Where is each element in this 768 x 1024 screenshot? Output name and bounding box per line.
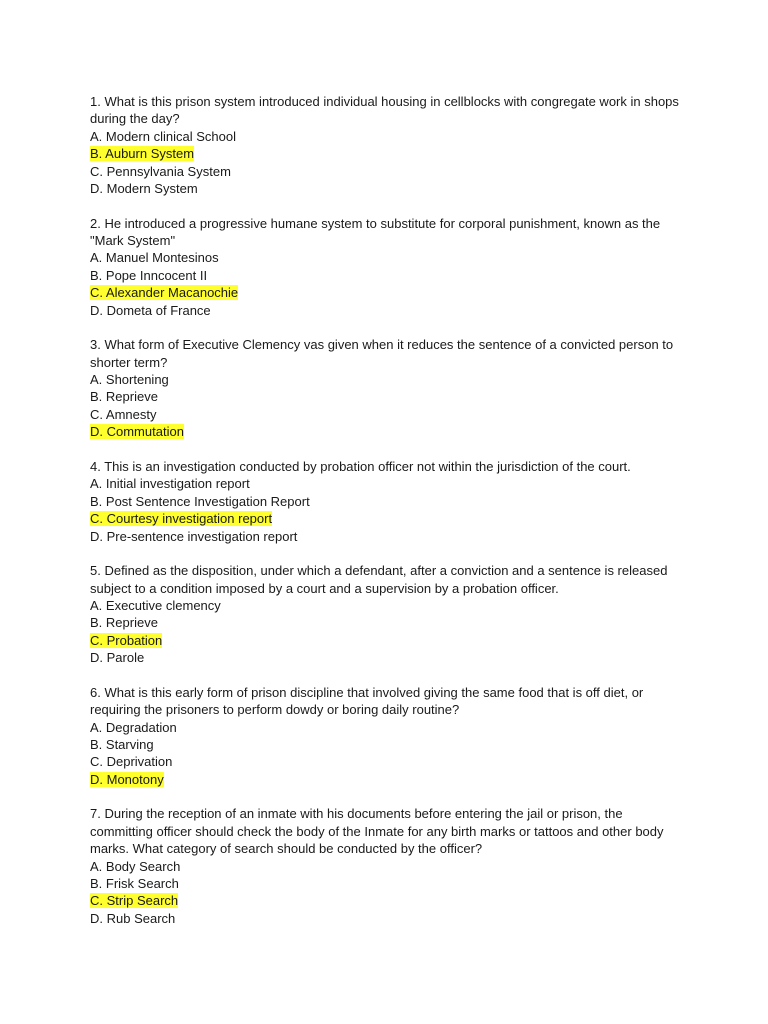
choice-label: B. Reprieve xyxy=(90,615,158,631)
choice-label: B. Post Sentence Investigation Report xyxy=(90,493,310,509)
choice-label: C. Pennsylvania System xyxy=(90,163,231,179)
choice-label: A. Manuel Montesinos xyxy=(90,250,219,266)
highlighted-answer: C. Alexander Macanochie xyxy=(90,285,239,301)
question-text: 2. He introduced a progressive humane system to substitute for corporal punishment, known as the "Mark System" xyxy=(90,215,661,249)
question-text: 7. During the reception of an inmate with his documents before entering the jail or prison, the committing officer should check the body of the Inmate for any birth marks or tattoos and other body marks. What category of search should be conducted by the officer? xyxy=(90,806,664,857)
choice-label: D. Rub Search xyxy=(90,910,176,926)
highlighted-answer: C. Courtesy investigation report xyxy=(90,511,273,527)
question-text: 4. This is an investigation conducted by probation officer not within the jurisdiction of the court. xyxy=(90,458,631,474)
choice-a xyxy=(90,249,680,266)
choice-d xyxy=(90,649,680,666)
choice-a xyxy=(90,128,680,145)
choice-label: B. Pope Inncocent II xyxy=(90,267,208,283)
choice-label: C. Amnesty xyxy=(90,406,157,422)
question-text: 5. Defined as the disposition, under which a defendant, after a conviction and a sentence is released subject to a condition imposed by a court and a supervision by a probation officer. xyxy=(90,563,668,596)
question-text: 6. What is this early form of prison discipline that involved giving the same food that is off diet, or requiring the prisoners to perform dowdy or boring daily routine? xyxy=(90,684,644,718)
choice-c-correct xyxy=(90,510,680,527)
choice-c-correct xyxy=(90,284,680,301)
question-text: 3. What form of Executive Clemency vas given when it reduces the sentence of a convicted person to shorter term? xyxy=(90,337,674,370)
highlighted-answer: C. Probation xyxy=(90,632,163,648)
choice-c xyxy=(90,406,680,423)
choice-label: D. Pre-sentence investigation report xyxy=(90,528,298,544)
choice-a xyxy=(90,597,680,614)
highlighted-answer: C. Strip Search xyxy=(90,893,179,909)
highlighted-answer: D. Monotony xyxy=(90,771,164,787)
question-6 xyxy=(90,684,680,788)
choice-b xyxy=(90,614,680,631)
choice-d xyxy=(90,910,680,927)
quiz-document xyxy=(90,93,680,944)
choice-c-correct xyxy=(90,632,680,649)
choice-label: B. Reprieve xyxy=(90,389,158,405)
choice-label: A. Shortening xyxy=(90,372,169,388)
choice-label: D. Modern System xyxy=(90,181,198,197)
choice-d xyxy=(90,302,680,319)
choice-b xyxy=(90,388,680,405)
highlighted-answer: D. Commutation xyxy=(90,424,184,440)
question-1 xyxy=(90,93,680,197)
choice-label: C. Deprivation xyxy=(90,754,173,770)
choice-a xyxy=(90,858,680,875)
choice-d-correct xyxy=(90,423,680,440)
highlighted-answer: B. Auburn System xyxy=(90,146,195,162)
choice-b xyxy=(90,267,680,284)
question-4 xyxy=(90,458,680,545)
choice-c xyxy=(90,163,680,180)
choice-label: B. Starving xyxy=(90,736,154,752)
choice-c-correct xyxy=(90,892,680,909)
choice-d-correct xyxy=(90,771,680,788)
choice-a xyxy=(90,371,680,388)
choice-b xyxy=(90,493,680,510)
choice-label: A. Body Search xyxy=(90,858,181,874)
choice-d xyxy=(90,180,680,197)
question-2 xyxy=(90,215,680,319)
question-text: 1. What is this prison system introduced individual housing in cellblocks with congregate work in shops during the day? xyxy=(90,94,679,127)
choice-d xyxy=(90,528,680,545)
choice-b xyxy=(90,875,680,892)
choice-label: B. Frisk Search xyxy=(90,875,179,891)
question-3 xyxy=(90,336,680,440)
choice-label: A. Degradation xyxy=(90,719,177,735)
choice-label: A. Executive clemency xyxy=(90,597,221,613)
choice-c xyxy=(90,753,680,770)
choice-label: A. Initial investigation report xyxy=(90,476,250,492)
choice-b-correct xyxy=(90,145,680,162)
choice-label: A. Modern clinical School xyxy=(90,128,236,144)
choice-a xyxy=(90,475,680,492)
question-5 xyxy=(90,562,680,666)
choice-b xyxy=(90,736,680,753)
choice-label: D. Dometa of France xyxy=(90,302,211,318)
choice-label: D. Parole xyxy=(90,650,145,666)
choice-a xyxy=(90,719,680,736)
question-7 xyxy=(90,805,680,927)
